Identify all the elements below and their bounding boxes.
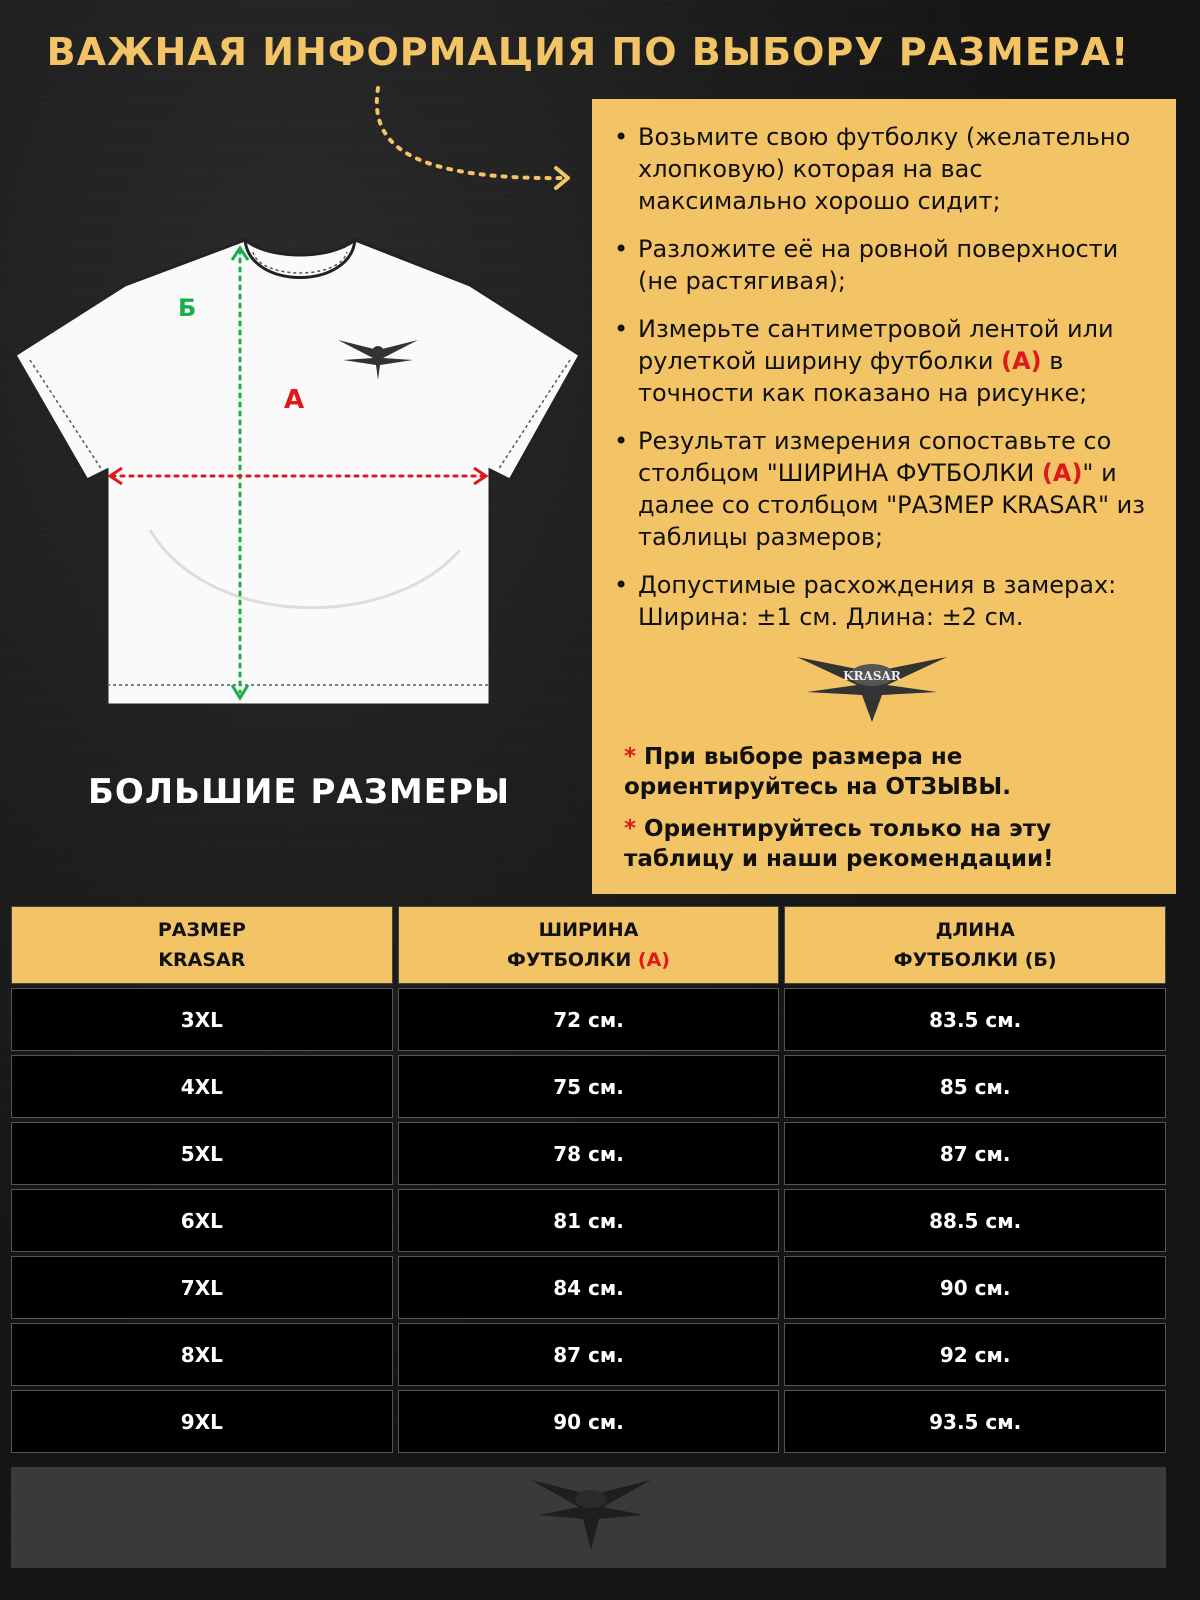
footer-bar (11, 1467, 1166, 1568)
cell-length: 87 см. (784, 1122, 1166, 1185)
cell-size: 5XL (11, 1122, 393, 1185)
footer-eagle-icon (531, 1475, 651, 1555)
section-title: БОЛЬШИЕ РАЗМЕРЫ (88, 772, 511, 812)
cell-width: 81 см. (398, 1189, 780, 1252)
instruction-item: • Разложите её на ровной поверхности (не растягивая); (614, 233, 1154, 297)
cell-length: 92 см. (784, 1323, 1166, 1386)
header-size: РАЗМЕР KRASAR (11, 906, 393, 984)
table-row (11, 1122, 1166, 1185)
header-length: ДЛИНА ФУТБОЛКИ (Б) (784, 906, 1166, 984)
logo-text: KRASAR (843, 669, 901, 683)
note-2: * Ориентируйтесь только на эту таблицу и наши рекомендации! (624, 816, 1054, 872)
width-label-a: А (284, 385, 305, 415)
table-row (11, 1189, 1166, 1252)
cell-width: 78 см. (398, 1122, 780, 1185)
instructions-list (614, 121, 1154, 649)
note-1: * При выборе размера не ориентируйтесь на ОТЗЫВЫ. (624, 744, 1011, 800)
cell-width: 72 см. (398, 988, 780, 1051)
cell-length: 90 см. (784, 1256, 1166, 1319)
cell-size: 3XL (11, 988, 393, 1051)
instruction-item: • Допустимые расхождения в замерах: Ширина: ±1 см. Длина: ±2 см. (614, 569, 1154, 633)
table-row (11, 1323, 1166, 1386)
instruction-item: • Результат измерения сопоставьте со столбцом "ШИРИНА ФУТБОЛКИ (А)" и далее со столбцом "РАЗМЕР KRASAR" из таблицы размеров; (614, 425, 1154, 553)
cell-size: 9XL (11, 1390, 393, 1453)
dotted-arrow-icon (360, 80, 580, 200)
width-mark: (А) (1001, 347, 1042, 375)
cell-width: 75 см. (398, 1055, 780, 1118)
header-width: ШИРИНА ФУТБОЛКИ (А) (398, 906, 780, 984)
cell-length: 83.5 см. (784, 988, 1166, 1051)
cell-size: 4XL (11, 1055, 393, 1118)
instructions-panel (592, 99, 1176, 894)
width-mark: (А) (1041, 459, 1083, 487)
instruction-item: • Измерьте сантиметровой лентой или рулеткой ширину футболки (А) в точности как показано на рисунке; (614, 313, 1154, 409)
table-row (11, 1256, 1166, 1319)
length-label-b: Б (178, 294, 197, 322)
cell-size: 7XL (11, 1256, 393, 1319)
table-row (11, 988, 1166, 1051)
cell-width: 84 см. (398, 1256, 780, 1319)
page-title: ВАЖНАЯ ИНФОРМАЦИЯ ПО ВЫБОРУ РАЗМЕРА! (46, 30, 1130, 74)
table-header (11, 906, 1166, 984)
cell-length: 85 см. (784, 1055, 1166, 1118)
table-row (11, 1055, 1166, 1118)
cell-length: 93.5 см. (784, 1390, 1166, 1453)
cell-width: 87 см. (398, 1323, 780, 1386)
size-table (11, 906, 1166, 1453)
krasar-logo (797, 647, 947, 727)
cell-size: 8XL (11, 1323, 393, 1386)
cell-width: 90 см. (398, 1390, 780, 1453)
tshirt-diagram (10, 230, 590, 720)
instruction-item: • Возьмите свою футболку (желательно хлопковую) которая на вас максимально хорошо сидит; (614, 121, 1154, 217)
cell-length: 88.5 см. (784, 1189, 1166, 1252)
notes (624, 742, 1154, 886)
table-row (11, 1390, 1166, 1453)
cell-size: 6XL (11, 1189, 393, 1252)
